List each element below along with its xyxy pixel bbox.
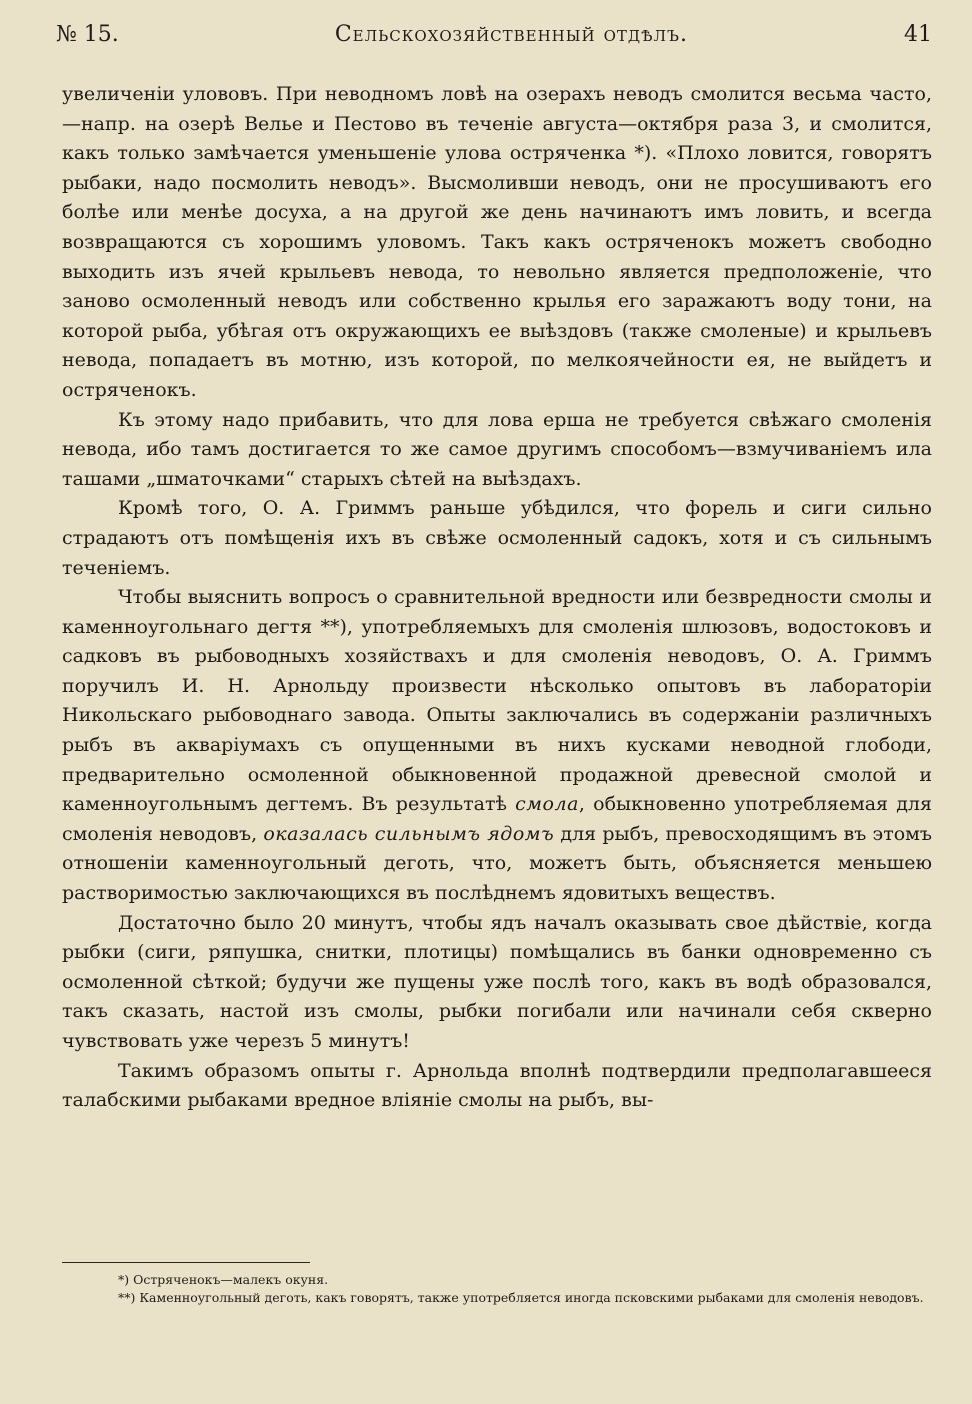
paragraph-4-part-c: для рыбъ, превосходящимъ въ этомъ отношенiи каменноугольный деготь, что, можетъ быть, объясняется меньшею растворимостью заключающихся въ послѣднемъ ядовитыхъ веществъ. [62,822,933,905]
footnote-1: *) Остряченокъ—малекъ окуня. [118,1272,329,1287]
issue-number: № 15. [56,22,119,47]
page-header [56,22,932,62]
body-text [62,80,932,1116]
paragraph-4-part-b: , обыкновенно употребляемая для смоленiя неводовъ, [62,793,932,845]
section-title: Сельскохозяйственный отдѣлъ. [334,22,688,47]
footnote-2: **) Каменноугольный деготь, какъ говорятъ, также употребляется иногда псковскими рыбаками для смоленiя неводовъ. [118,1289,924,1305]
emphasis-strong-poison: оказалась сильнымъ ядомъ [263,822,555,845]
emphasis-tar: смола [515,793,579,816]
paragraph-4-part-a: Чтобы выяснить вопросъ о сравнительной вредности или безвредности смолы и каменноугольнаго дегтя **), употребляемыхъ для смоленiя шлюзовъ, водостоковъ и садковъ въ рыбоводныхъ хозяйствахъ и для смоленiя неводовъ, О. А. Гриммъ поручилъ И. Н. Арнольду произвести нѣсколько опытовъ въ лабораторiи Никольскаго рыбоводнаго завода. Опыты заключались въ содержанiи различныхъ рыбъ въ акварiумахъ съ опущенными въ нихъ кусками неводной глободи, предварительно осмоленной обыкновенной продажной древесной смолой и каменноугольнымъ дегтемъ. Въ результатѣ [62,586,932,816]
footnotes [62,1271,932,1306]
paragraph-4 [62,583,932,909]
page-number: 41 [903,22,932,47]
footnote-divider [62,1262,310,1263]
paragraph-6: Такимъ образомъ опыты г. Арнольда вполнѣ подтвердили предполагавшееся талабскими рыбаками вредное влiянiе смолы на рыбъ, вы- [62,1059,932,1112]
paragraph-3: Кромѣ того, О. А. Гриммъ раньше убѣдился, что форель и сиги сильно страдаютъ отъ помѣщенiя ихъ въ свѣже осмоленный садокъ, хотя и съ сильнымъ теченiемъ. [62,497,932,579]
paragraph-5: Достаточно было 20 минутъ, чтобы ядъ началъ оказывать свое дѣйствiе, когда рыбки (сиги, ряпушка, снитки, плотицы) помѣщались въ банки одновременно съ осмоленной сѣткой; будучи же пущены уже послѣ того, какъ въ водѣ образовался, такъ сказать, настой изъ смолы, рыбки погибали или начинали себя скверно чувствовать уже черезъ 5 минутъ! [62,911,932,1052]
paragraph-1: увеличенiи улововъ. При неводномъ ловѣ на озерахъ неводъ смолится весьма часто,—напр. на озерѣ Велье и Пестово въ теченiе августа—октября раза 3, и смолится, какъ только замѣчается уменьшенiе улова остряченка *). «Плохо ловится, говорятъ рыбаки, надо посмолить неводъ». Высмоливши неводъ, они не просушиваютъ его болѣе или менѣе досуха, а на другой же день начинаютъ имъ ловить, и всегда возвращаются съ хорошимъ уловомъ. Такъ какъ остряченокъ можетъ свободно выходить изъ ячей крыльевъ невода, то невольно является предположенiе, что заново осмоленный неводъ или собственно крылья его заражаютъ воду тони, на которой рыба, убѣгая отъ окружающихъ ее выѣздовъ (также смоленые) и крыльевъ невода, попадаетъ въ мотню, изъ которой, по мелкоячейности ея, не выйдетъ и остряченокъ. [62,83,932,401]
paragraph-2: Къ этому надо прибавить, что для лова ерша не требуется свѣжаго смоленiя невода, ибо тамъ достигается то же самое другимъ способомъ—взмучиванiемъ ила ташами „шматочками“ старыхъ сѣтей на выѣздахъ. [62,408,932,490]
